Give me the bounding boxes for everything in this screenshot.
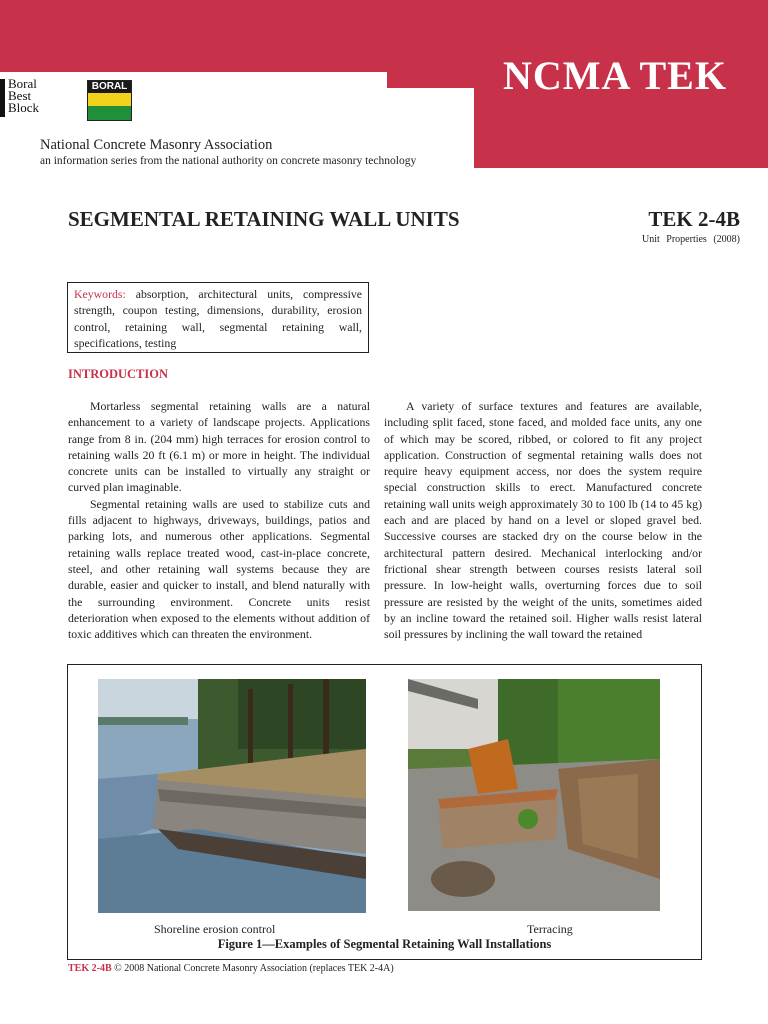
document-category (560, 234, 740, 245)
tek-number: TEK 2-4B (648, 207, 740, 231)
footer (68, 963, 394, 974)
boral-logo-yellow (88, 93, 131, 106)
document-year: (2008) (713, 234, 740, 245)
figure-title: Figure 1—Examples of Segmental Retaining Wall Installations (217, 937, 552, 951)
paragraph: Segmental retaining walls are used to stabilize cuts and fills adjacent to highways, driveways, buildings, patios and parking lots, and numerous other applications. Segmental retaining walls replace treated wood, cast-in-place concrete, steel, and other retaining wall systems because they are durable, easier and quicker to install, and blend naturally with the surrounding environment. Concrete units resist deterioration when exposed to the elements without addition of toxic additives which can threaten the environment. (68, 496, 370, 642)
left-column (68, 398, 370, 642)
series-tagline: an information series from the national authority on concrete masonry technology (40, 155, 417, 167)
section-heading: INTRODUCTION (68, 367, 169, 381)
caption-shoreline: Shoreline erosion control (154, 922, 276, 936)
series-title: NCMA TEK (503, 53, 727, 98)
terracing-photo (408, 679, 660, 911)
right-column (384, 398, 702, 642)
document-title: SEGMENTAL RETAINING WALL UNITS (68, 207, 460, 231)
paragraph: Mortarless segmental retaining walls are a natural enhancement to a variety of landscape projects. Applications range from 8 in. (204 mm) high terraces for erosion control to retaining walls 20 ft (6.1 m) or more in height. The individual concrete units can be installed to virtually any straight or curved plan imaginable. (68, 399, 370, 495)
boral-logo (87, 80, 132, 121)
brand-bar (0, 79, 5, 117)
keywords-label: Keywords: (74, 287, 126, 301)
header-band-extension (474, 88, 768, 168)
keywords-text: absorption, architectural units, compressive strength, coupon testing, dimensions, durability, erosion control, retaining wall, segmental retaining wall, specifications, testing (74, 287, 363, 350)
footer-copyright: © 2008 National Concrete Masonry Association (replaces TEK 2-4A) (114, 963, 394, 974)
paragraph: A variety of surface textures and features are available, including split faced, stone faced, and molded face units, any one of which may be scored, ribbed, or colored to fit any project application. Construction of segmental retaining walls does not require heavy equipment access, nor does the system require special construction skills to erect. Manufactured concrete retaining wall units weigh approximately 30 to 100 lb (14 to 45 kg) each and are placed by hand on a level or sloped gravel bed. Successive courses are stacked dry on the course below in the architectural pattern desired. Mechanical interlocking and/or frictional shear strength between courses resists lateral soil pressure. In low-height walls, overturning forces due to soil pressure are resisted by the weight of the units, sometimes aided by an incline toward the retained soil. Higher walls resist lateral soil pressures by inclining the wall toward the retained (384, 399, 702, 642)
shoreline-photo (98, 679, 366, 913)
keywords-box (67, 282, 369, 353)
brand-strip (0, 72, 387, 118)
brand-text: Boral Best Block (8, 76, 40, 115)
association-name: National Concrete Masonry Association (40, 137, 273, 153)
category-label: Unit Properties (642, 234, 707, 245)
boral-logo-text: BORAL (88, 81, 131, 93)
caption-terracing: Terracing (527, 922, 573, 936)
boral-logo-green (88, 106, 131, 120)
footer-tek-ref: TEK 2-4B (68, 963, 112, 974)
figure-box (67, 664, 702, 960)
